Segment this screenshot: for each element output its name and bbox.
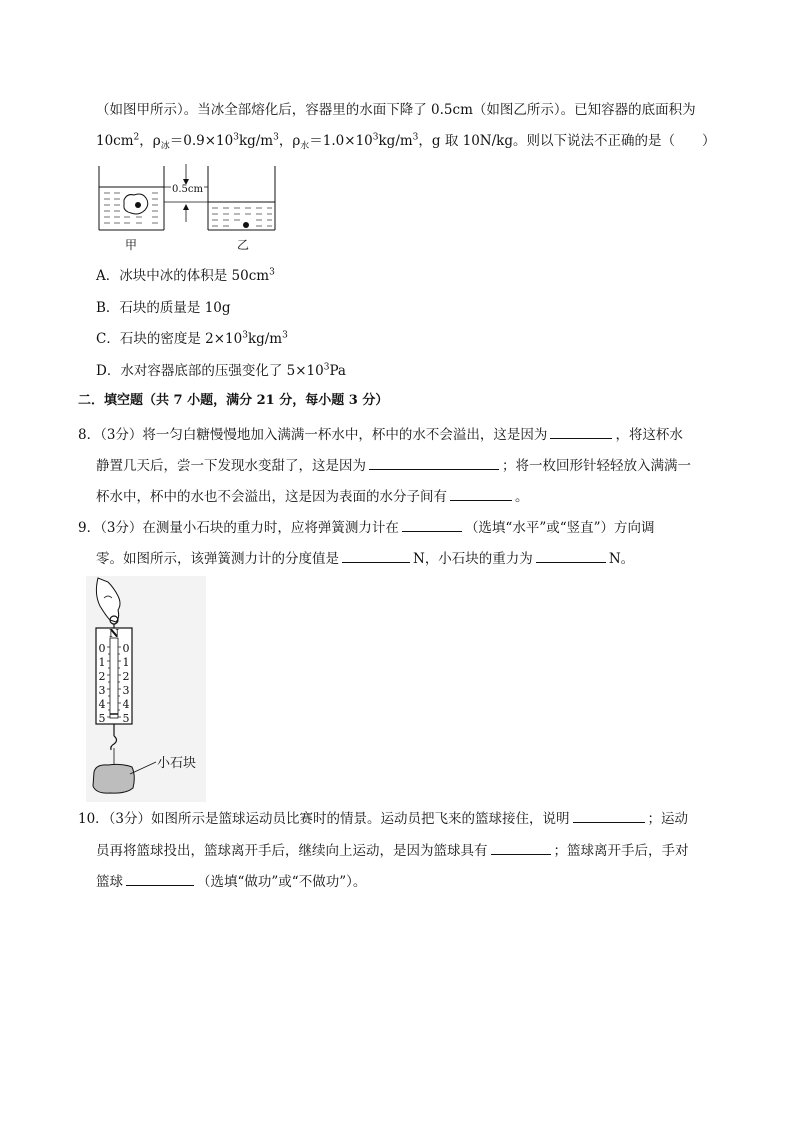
option-c — [96, 329, 288, 349]
q9-text: 零。如图所示，该弹簧测力计的分度值是 — [96, 551, 339, 567]
option-d-text: D．水对容器底部的压强变化了 5×10 — [96, 363, 324, 379]
q7-line1 — [96, 100, 696, 120]
scale-number: 1 — [122, 656, 130, 669]
answer-blank[interactable] — [550, 424, 612, 439]
stone-dot — [243, 222, 249, 228]
scale-numbers-left — [97, 642, 107, 726]
stone-label: 小石块 — [157, 756, 197, 771]
q8-line2 — [96, 455, 691, 476]
q8-text: 静置几天后，尝一下发现水变甜了，这是因为 — [96, 458, 366, 474]
option-c-text: C．石块的密度是 2×10 — [96, 331, 243, 347]
section-title: 二．填空题（共 7 小题，满分 21 分，每小题 3 分） — [78, 393, 389, 408]
scale-number: 3 — [122, 684, 130, 697]
q7-line2 — [96, 131, 716, 151]
scale-number: 2 — [98, 670, 106, 683]
q8-text: ，将这杯水 — [615, 427, 683, 443]
figure-label-jia: 甲 — [125, 238, 138, 252]
ice-density: ＝0.9×10 — [169, 133, 234, 149]
sub-ice: 冰 — [160, 141, 170, 152]
q9-line2 — [96, 548, 634, 569]
answer-blank[interactable] — [369, 455, 499, 470]
scale-number: 1 — [98, 656, 106, 669]
q10-text: 员再将篮球投出，篮球离开手后，继续向上运动，是因为篮球具有 — [96, 843, 488, 859]
stone-dot — [135, 202, 141, 208]
option-b — [96, 298, 231, 318]
q10-line2 — [96, 840, 689, 861]
q9-text: N，小石块的重力为 — [413, 551, 533, 567]
stone-shape — [93, 764, 134, 793]
q8-text: 。 — [515, 489, 529, 505]
q9-text: N。 — [608, 551, 635, 567]
scale-number: 4 — [98, 698, 106, 711]
unit: kg/m — [378, 133, 413, 149]
q8-text: ；将一枚回形针轻轻放入满满一 — [502, 458, 691, 474]
option-a-text: A．冰块中冰的体积是 50cm — [96, 268, 270, 284]
sub-water: 水 — [300, 141, 310, 152]
q9-text: 9．（3分）在测量小石块的重力时，应将弹簧测力计在 — [78, 520, 399, 536]
scale-number: 0 — [122, 642, 130, 655]
answer-blank[interactable] — [126, 871, 194, 886]
scale-number: 2 — [122, 670, 130, 683]
q10-line3 — [96, 871, 366, 892]
q10-text: ；运动 — [647, 811, 689, 827]
unit: Pa — [329, 363, 346, 379]
scale-numbers-right — [121, 642, 131, 726]
q9-line1 — [78, 517, 655, 538]
gap-label: 0.5cm — [172, 184, 203, 195]
sup: 3 — [372, 132, 379, 143]
q8-line1 — [78, 424, 683, 445]
scale-number: 5 — [122, 712, 130, 725]
option-a — [96, 266, 275, 286]
sup: 3 — [269, 267, 275, 278]
scale-unit-letter: N — [109, 627, 120, 640]
q10-text: （选填“做功”或“不做功”）。 — [197, 874, 367, 890]
sup: 2 — [133, 132, 140, 143]
sup: 3 — [412, 132, 419, 143]
answer-blank[interactable] — [342, 548, 410, 563]
answer-blank[interactable] — [536, 548, 606, 563]
scale-number: 3 — [98, 684, 106, 697]
water-density: ＝1.0×10 — [309, 133, 373, 149]
sup: 3 — [273, 132, 279, 143]
scale-number: 4 — [122, 698, 130, 711]
q7-question: ，g 取 10N/kg。则以下说法不正确的是（ ） — [418, 133, 716, 149]
unit: kg/m — [238, 133, 274, 149]
sup: 3 — [233, 132, 239, 143]
q7-area-value: 10cm — [96, 133, 134, 149]
scale-number: 5 — [98, 712, 106, 725]
unit: kg/m — [247, 331, 283, 347]
container-yi — [208, 166, 275, 230]
q10-text: 篮球 — [96, 874, 123, 890]
answer-blank[interactable] — [450, 486, 512, 501]
rho-symbol: ，ρ — [278, 133, 301, 149]
q7-container-figure — [92, 162, 282, 254]
container-jia — [99, 166, 164, 230]
option-d — [96, 361, 346, 381]
sup: 3 — [242, 330, 248, 341]
q10-line1 — [78, 808, 688, 829]
q9-text: （选填“水平”或“竖直”）方向调 — [464, 520, 655, 536]
q10-text: 10．（3分）如图所示是篮球运动员比赛时的情景。运动员把飞来的篮球接住，说明 — [78, 811, 570, 827]
option-b-text: B．石块的质量是 10g — [96, 300, 231, 316]
q8-text: 杯水中，杯中的水也不会溢出，这是因为表面的水分子间有 — [96, 489, 447, 505]
figure-label-yi: 乙 — [237, 238, 250, 252]
q10-text: ；篮球离开手后，手对 — [553, 843, 689, 859]
q8-line3 — [96, 486, 529, 507]
q8-text: 8．（3分）将一匀白糖慢慢地加入满满一杯水中，杯中的水不会溢出，这是因为 — [78, 427, 548, 443]
q7-text-1: （如图甲所示）。当冰全部熔化后，容器里的水面下降了 0.5cm（如图乙所示）。已知容器的底面积为 — [96, 102, 696, 118]
scale-number: 0 — [98, 642, 106, 655]
rho-symbol: ，ρ — [139, 133, 161, 149]
answer-blank[interactable] — [402, 517, 462, 532]
answer-blank[interactable] — [573, 808, 645, 823]
sup: 3 — [282, 330, 288, 341]
answer-blank[interactable] — [491, 840, 551, 855]
sup: 3 — [323, 362, 330, 373]
